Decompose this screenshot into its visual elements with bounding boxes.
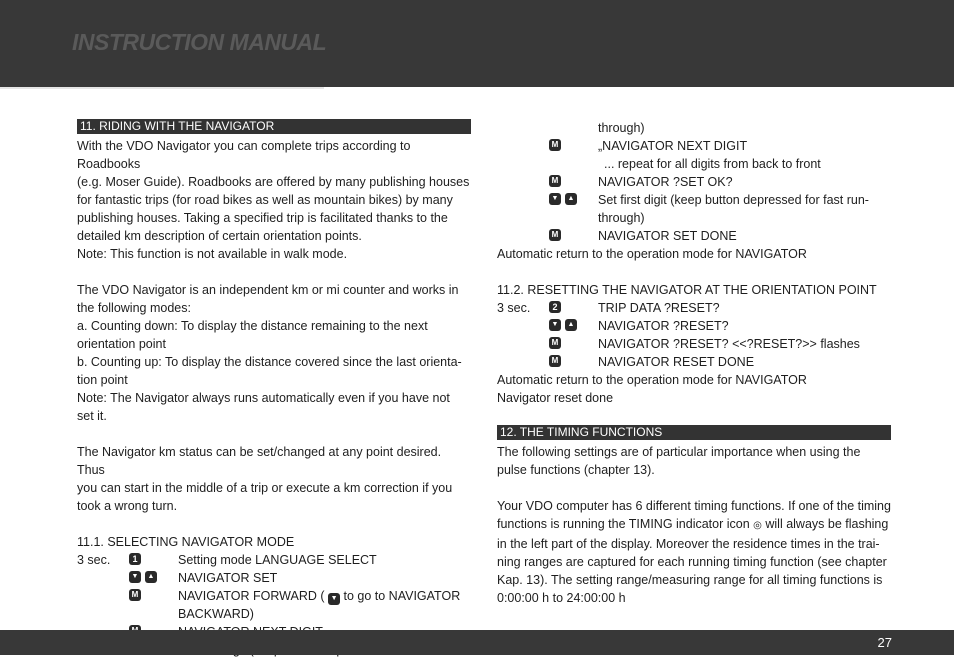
modes-line: tion point xyxy=(77,373,128,387)
arrow-down-key-icon: ▼ xyxy=(328,593,340,605)
m-key-icon: M xyxy=(549,175,561,187)
step-row xyxy=(497,353,891,371)
step-text: through) xyxy=(598,121,645,135)
m-key-icon: M xyxy=(549,337,561,349)
intro-line: (e.g. Moser Guide). Roadbooks are offered by many publishing houses xyxy=(77,175,470,189)
step-text: BACKWARD) xyxy=(178,607,254,621)
status-line: you can start in the middle of a trip or execute a km correction if you xyxy=(77,481,453,495)
step-text: „NAVIGATOR NEXT DIGIT xyxy=(598,139,748,153)
duration-label: 3 sec. xyxy=(77,553,111,567)
step-text: through) xyxy=(598,211,645,225)
step-row xyxy=(497,119,891,137)
timing-intro-line: The following settings are of particular importance when using the xyxy=(497,445,861,459)
auto-return-text: Automatic return to the operation mode for NAVIGATOR xyxy=(497,247,807,261)
step-row xyxy=(77,605,471,623)
m-key-icon: M xyxy=(549,139,561,151)
header-divider xyxy=(0,87,324,89)
step-row xyxy=(497,209,891,227)
step-row xyxy=(77,569,471,587)
reset-done-text: Navigator reset done xyxy=(497,391,614,405)
step-row xyxy=(497,335,891,353)
timing-body-line xyxy=(497,515,891,535)
timing-indicator-icon: ◎ xyxy=(753,520,762,531)
step-row xyxy=(497,317,891,335)
step-row xyxy=(497,227,891,245)
timing-body-line: Your VDO computer has 6 different timing functions. If one of the timing xyxy=(497,499,891,513)
step-row xyxy=(77,551,471,569)
modes-line: orientation point xyxy=(77,337,166,351)
modes-line: the following modes: xyxy=(77,301,191,315)
timing-body-line: Kap. 13). The setting range/measuring range for all timing functions is xyxy=(497,573,883,587)
step-text-after: to go to NAVIGATOR xyxy=(340,589,461,603)
intro-line: for fantastic trips (for road bikes as well as mountain bikes) by many xyxy=(77,193,453,207)
right-column xyxy=(497,119,891,607)
step-row xyxy=(497,137,891,155)
step-text: TRIP DATA ?RESET? xyxy=(598,301,720,315)
timing-body-text: will always be flashing xyxy=(761,517,889,531)
arrow-up-key-icon: ▲ xyxy=(565,319,577,331)
step-row xyxy=(77,587,471,605)
step-text: NAVIGATOR SET xyxy=(178,571,278,585)
section-title-11: 11. RIDING WITH THE NAVIGATOR xyxy=(77,119,471,134)
modes-line: a. Counting down: To display the distance remaining to the next xyxy=(77,319,428,333)
left-column xyxy=(77,119,471,659)
step-text: NAVIGATOR SET DONE xyxy=(598,229,737,243)
intro-line: With the VDO Navigator you can complete trips according to Roadbooks xyxy=(77,139,411,171)
page-footer xyxy=(0,630,954,655)
m-key-icon: M xyxy=(129,589,141,601)
arrow-down-key-icon: ▼ xyxy=(549,193,561,205)
timing-body-text: functions is running the TIMING indicator icon xyxy=(497,517,750,531)
step-text: NAVIGATOR ?RESET? <<?RESET?>> flashes xyxy=(598,337,860,351)
status-line: The Navigator km status can be set/changed at any point desired. Thus xyxy=(77,445,442,477)
intro-line: publishing houses. Taking a specified trip is facilitated thanks to the xyxy=(77,211,448,225)
arrow-down-key-icon: ▼ xyxy=(129,571,141,583)
step-text: ... repeat for all digits from back to front xyxy=(604,157,821,171)
subsection-title-11-1: 11.1. SELECTING NAVIGATOR MODE xyxy=(77,535,295,549)
step-row xyxy=(497,191,891,209)
modes-line: b. Counting up: To display the distance covered since the last orienta- xyxy=(77,355,462,369)
step-text: NAVIGATOR RESET DONE xyxy=(598,355,755,369)
m-key-icon: M xyxy=(549,229,561,241)
key-2-icon: 2 xyxy=(549,301,561,313)
key-1-icon: 1 xyxy=(129,553,141,565)
walk-mode-note: Note: This function is not available in walk mode. xyxy=(77,247,348,261)
duration-label: 3 sec. xyxy=(497,301,531,315)
arrow-up-key-icon: ▲ xyxy=(145,571,157,583)
timing-body-line: 0:00:00 h to 24:00:00 h xyxy=(497,591,626,605)
arrow-down-key-icon: ▼ xyxy=(549,319,561,331)
timing-body-line: ning ranges are captured for each running timing function (see chapter xyxy=(497,555,887,569)
page-number: 27 xyxy=(877,635,892,650)
modes-line: Note: The Navigator always runs automatically even if you have not xyxy=(77,391,450,405)
intro-line: detailed km description of certain orientation points. xyxy=(77,229,362,243)
page-header xyxy=(0,0,954,87)
step-text: NAVIGATOR FORWARD ( xyxy=(178,589,325,603)
step-text: NAVIGATOR ?RESET? xyxy=(598,319,729,333)
step-row xyxy=(497,155,891,173)
step-text: Setting mode LANGUAGE SELECT xyxy=(178,553,377,567)
manual-title: INSTRUCTION MANUAL xyxy=(72,29,327,55)
section-title-12: 12. THE TIMING FUNCTIONS xyxy=(497,425,891,440)
arrow-up-key-icon: ▲ xyxy=(565,193,577,205)
step-row xyxy=(497,299,891,317)
auto-return-text: Automatic return to the operation mode for NAVIGATOR xyxy=(497,373,807,387)
timing-body-line: in the left part of the display. Moreover the residence times in the trai- xyxy=(497,537,880,551)
modes-line: set it. xyxy=(77,409,107,423)
step-text: Set first digit (keep button depressed for fast run- xyxy=(598,193,869,207)
subsection-title-11-2: 11.2. RESETTING THE NAVIGATOR AT THE ORIENTATION POINT xyxy=(497,283,877,297)
m-key-icon: M xyxy=(549,355,561,367)
timing-intro-line: pulse functions (chapter 13). xyxy=(497,463,655,477)
modes-line: The VDO Navigator is an independent km or mi counter and works in xyxy=(77,283,459,297)
step-row xyxy=(497,173,891,191)
step-text: NAVIGATOR ?SET OK? xyxy=(598,175,733,189)
status-line: took a wrong turn. xyxy=(77,499,178,513)
